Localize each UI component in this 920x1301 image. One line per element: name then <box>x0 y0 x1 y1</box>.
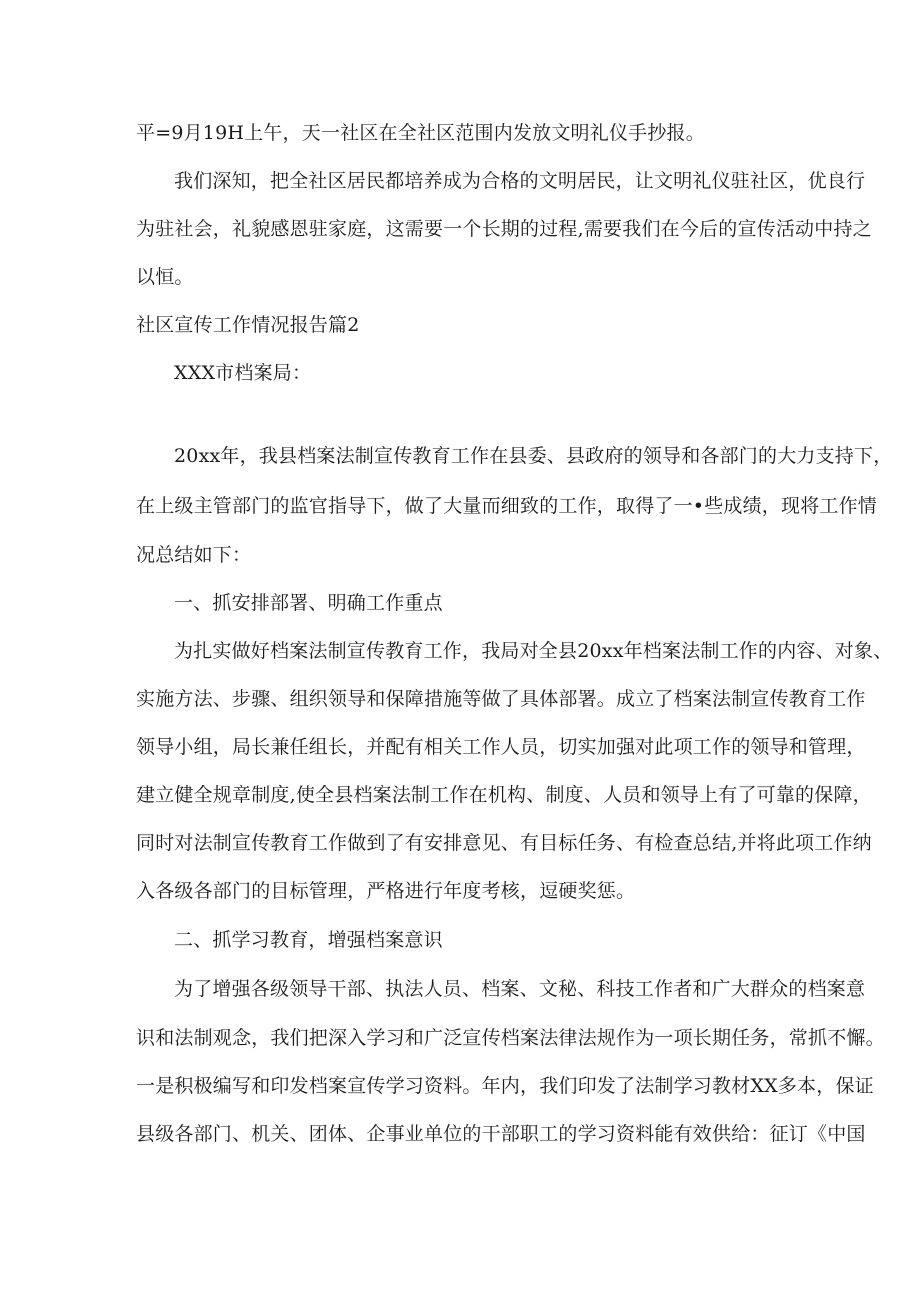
text-line-20: 一是积极编写和印发档案宣传学习资料。年内，我们印发了法制学习教材XX多本，保证 <box>136 1075 874 1097</box>
text-line-3: 为驻社会，礼貌感恩驻家庭，这需要一个长期的过程,需要我们在今后的宣传活动中持之 <box>136 218 872 240</box>
text-line-8: 在上级主管部门的监官指导下，做了大量而细致的工作，取得了一•些成绩，现将工作情 <box>136 495 878 517</box>
text-line-11: 为扎实做好档案法制宣传教育工作，我局对全县20xx年档案法制工作的内容、对象、 <box>174 640 893 662</box>
text-line-21: 县级各部门、机关、团体、企事业单位的干部职工的学习资料能有效供给：征订《中国 <box>136 1123 866 1145</box>
text-line-4: 以恒。 <box>136 266 194 288</box>
section-heading: 社区宣传工作情况报告篇2 <box>136 314 360 336</box>
text-line-2: 我们深知，把全社区居民都培养成为合格的文明居民，让文明礼仪驻社区，优良行 <box>174 170 866 192</box>
salutation: XXX市档案局： <box>174 362 312 384</box>
text-line-16: 入各级各部门的目标管理，严格进行年度考核，逗硬奖惩。 <box>136 880 636 902</box>
subheading-2: 二、抓学习教育，增强档案意识 <box>174 929 443 951</box>
text-line-9: 况总结如下： <box>136 544 252 566</box>
text-line-1: 平=9月19H上午，天一社区在全社区范围内发放文明礼仪手抄报。 <box>136 122 705 144</box>
text-line-7: 20xx年，我县档案法制宣传教育工作在县委、县政府的领导和各部门的大力支持下， <box>174 445 893 467</box>
text-line-13: 领导小组，局长兼任组长，并配有相关工作人员，切实加强对此项工作的领导和管理， <box>136 736 866 758</box>
text-line-18: 为了增强各级领导干部、执法人员、档案、文秘、科技工作者和广大群众的档案意 <box>174 978 866 1000</box>
subheading-1: 一、抓安排部署、明确工作重点 <box>174 592 443 614</box>
text-line-19: 识和法制观念，我们把深入学习和广泛宣传档案法律法规作为一项长期任务，常抓不懈。 <box>136 1027 885 1049</box>
text-line-14: 建立健全规章制度,使全县档案法制工作在机构、制度、人员和领导上有了可靠的保障， <box>136 784 872 806</box>
text-line-15: 同时对法制宣传教育工作做到了有安排意见、有目标任务、有检查总结,并将此项工作纳 <box>136 832 872 854</box>
text-line-12: 实施方法、步骤、组织领导和保障措施等做了具体部署。成立了档案法制宣传教育工作 <box>136 688 866 710</box>
